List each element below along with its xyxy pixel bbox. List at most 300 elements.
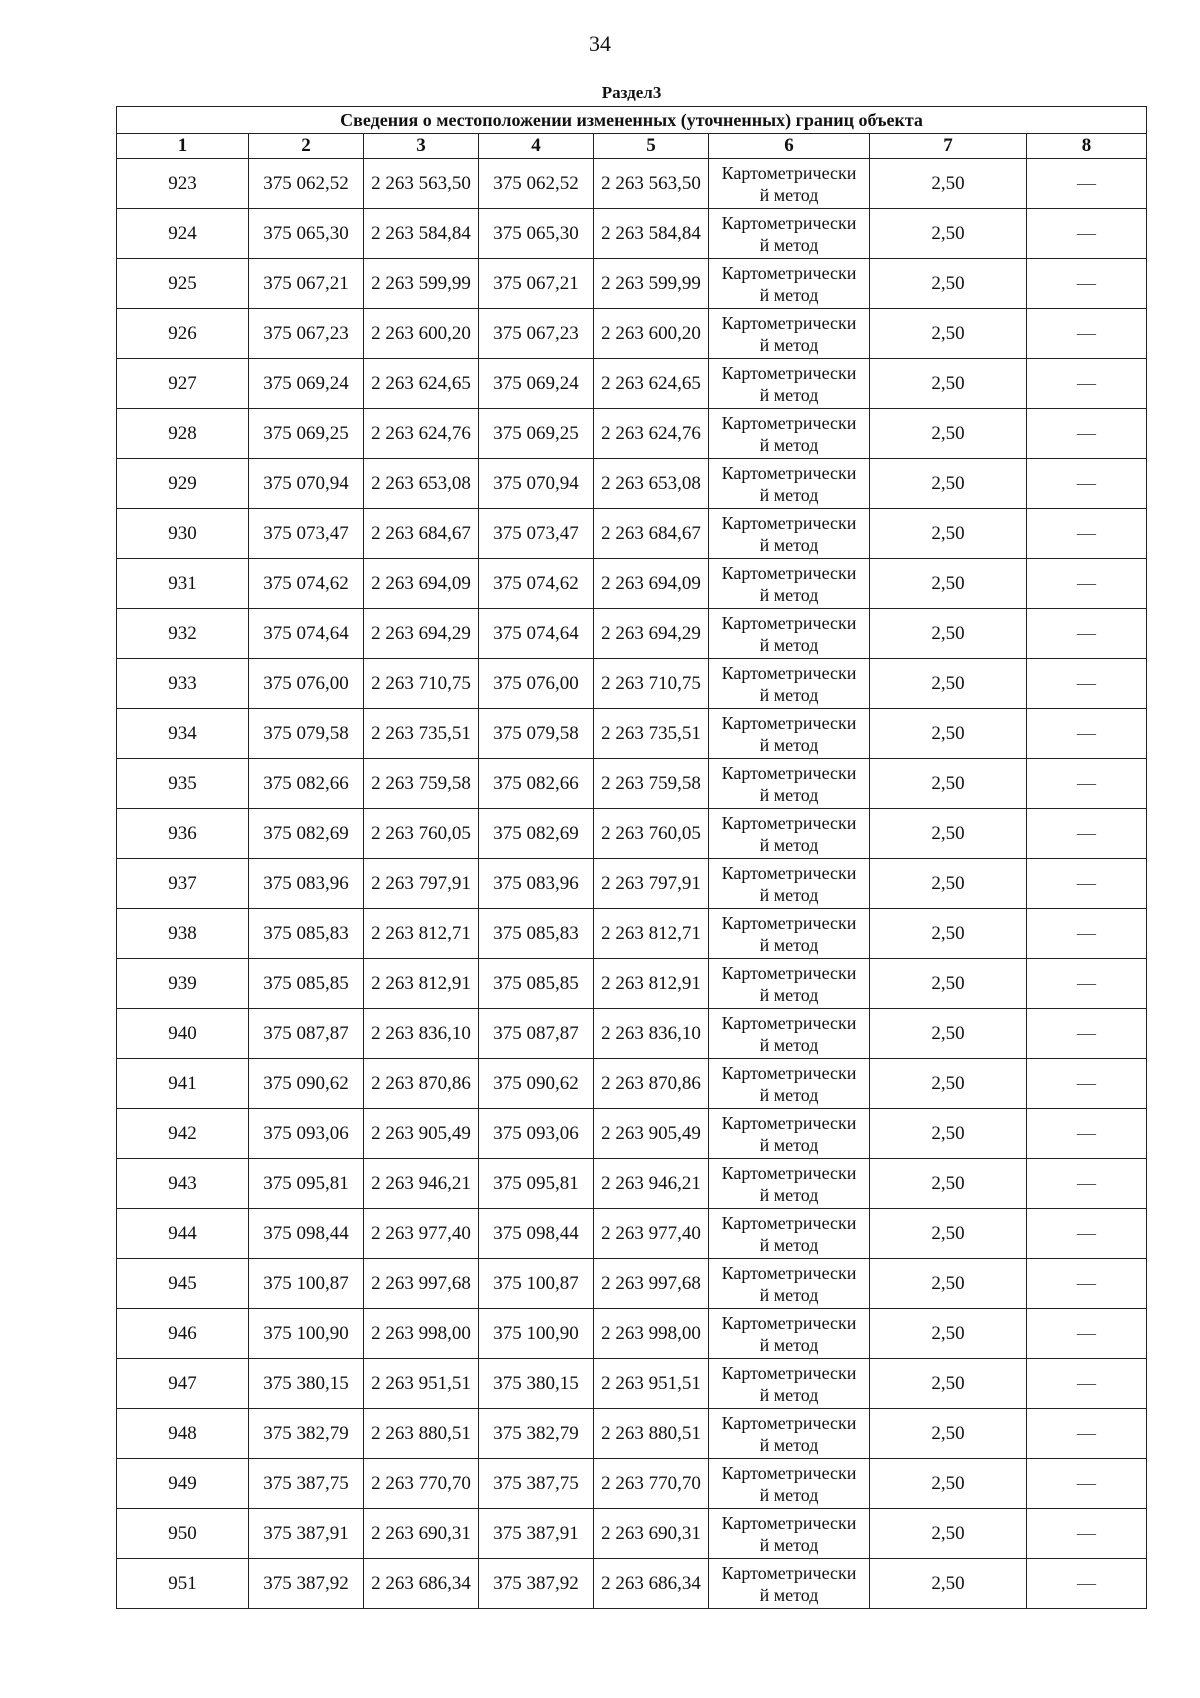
- existing-x-cell: 375 065,30: [249, 209, 364, 259]
- new-y-cell: 2 263 836,10: [594, 1009, 709, 1059]
- existing-x-cell: 375 085,85: [249, 959, 364, 1009]
- new-x-cell: 375 065,30: [479, 209, 594, 259]
- new-y-cell: 2 263 710,75: [594, 659, 709, 709]
- point-number-cell: 924: [117, 209, 249, 259]
- method-line-1: Картометрически: [721, 262, 857, 283]
- table-body: [117, 159, 1147, 1609]
- table-row: [117, 859, 1147, 909]
- existing-y-cell: 2 263 760,05: [364, 809, 479, 859]
- table-row: [117, 1509, 1147, 1559]
- method-cell: [709, 409, 870, 459]
- existing-x-cell: 375 067,23: [249, 309, 364, 359]
- column-number-row: [117, 134, 1147, 159]
- accuracy-cell: 2,50: [870, 659, 1027, 709]
- column-number-8: 8: [1027, 134, 1147, 159]
- method-line-2: й метод: [759, 1334, 819, 1355]
- method-cell: [709, 359, 870, 409]
- table-row: [117, 1259, 1147, 1309]
- accuracy-cell: 2,50: [870, 409, 1027, 459]
- table-row: [117, 459, 1147, 509]
- method-line-2: й метод: [759, 984, 819, 1005]
- existing-y-cell: 2 263 600,20: [364, 309, 479, 359]
- existing-x-cell: 375 382,79: [249, 1409, 364, 1459]
- existing-y-cell: 2 263 694,29: [364, 609, 479, 659]
- method-cell: [709, 1559, 870, 1609]
- empty-mark-cell: —: [1027, 409, 1147, 459]
- point-number-cell: 949: [117, 1459, 249, 1509]
- accuracy-cell: 2,50: [870, 559, 1027, 609]
- method-line-1: Картометрически: [721, 762, 857, 783]
- accuracy-cell: 2,50: [870, 259, 1027, 309]
- accuracy-cell: 2,50: [870, 1009, 1027, 1059]
- point-number-cell: 925: [117, 259, 249, 309]
- existing-x-cell: 375 380,15: [249, 1359, 364, 1409]
- empty-mark-cell: —: [1027, 259, 1147, 309]
- new-x-cell: 375 387,75: [479, 1459, 594, 1509]
- existing-x-cell: 375 074,64: [249, 609, 364, 659]
- method-line-1: Картометрически: [721, 362, 857, 383]
- table-row: [117, 1309, 1147, 1359]
- empty-mark-cell: —: [1027, 609, 1147, 659]
- point-number-cell: 941: [117, 1059, 249, 1109]
- new-y-cell: 2 263 759,58: [594, 759, 709, 809]
- table-row: [117, 509, 1147, 559]
- table-row: [117, 259, 1147, 309]
- existing-x-cell: 375 387,75: [249, 1459, 364, 1509]
- existing-y-cell: 2 263 624,76: [364, 409, 479, 459]
- section-heading: [117, 80, 1147, 107]
- section-label: Раздел3: [601, 83, 662, 102]
- method-line-1: Картометрически: [721, 1412, 857, 1433]
- table-row: [117, 759, 1147, 809]
- method-line-1: Картометрически: [721, 412, 857, 433]
- method-line-1: Картометрически: [721, 1512, 857, 1533]
- accuracy-cell: 2,50: [870, 959, 1027, 1009]
- existing-y-cell: 2 263 690,31: [364, 1509, 479, 1559]
- point-number-cell: 940: [117, 1009, 249, 1059]
- empty-mark-cell: —: [1027, 1109, 1147, 1159]
- point-number-cell: 927: [117, 359, 249, 409]
- existing-y-cell: 2 263 694,09: [364, 559, 479, 609]
- new-x-cell: 375 074,64: [479, 609, 594, 659]
- accuracy-cell: 2,50: [870, 1409, 1027, 1459]
- new-y-cell: 2 263 694,29: [594, 609, 709, 659]
- accuracy-cell: 2,50: [870, 709, 1027, 759]
- method-line-1: Картометрически: [721, 1562, 857, 1583]
- existing-y-cell: 2 263 997,68: [364, 1259, 479, 1309]
- accuracy-cell: 2,50: [870, 809, 1027, 859]
- method-cell: [709, 1459, 870, 1509]
- new-y-cell: 2 263 770,70: [594, 1459, 709, 1509]
- method-cell: [709, 1009, 870, 1059]
- table-row: [117, 659, 1147, 709]
- point-number-cell: 948: [117, 1409, 249, 1459]
- accuracy-cell: 2,50: [870, 1359, 1027, 1409]
- new-y-cell: 2 263 905,49: [594, 1109, 709, 1159]
- method-line-2: й метод: [759, 634, 819, 655]
- method-line-1: Картометрически: [721, 1062, 857, 1083]
- method-cell: [709, 1259, 870, 1309]
- method-line-1: Картометрически: [721, 712, 857, 733]
- method-cell: [709, 1409, 870, 1459]
- existing-y-cell: 2 263 998,00: [364, 1309, 479, 1359]
- method-cell: [709, 559, 870, 609]
- point-number-cell: 931: [117, 559, 249, 609]
- point-number-cell: 934: [117, 709, 249, 759]
- empty-mark-cell: —: [1027, 1459, 1147, 1509]
- table-title-row: [117, 107, 1147, 134]
- existing-x-cell: 375 082,69: [249, 809, 364, 859]
- table-row: [117, 959, 1147, 1009]
- new-x-cell: 375 090,62: [479, 1059, 594, 1109]
- existing-x-cell: 375 073,47: [249, 509, 364, 559]
- existing-y-cell: 2 263 584,84: [364, 209, 479, 259]
- existing-y-cell: 2 263 797,91: [364, 859, 479, 909]
- existing-y-cell: 2 263 653,08: [364, 459, 479, 509]
- method-line-2: й метод: [759, 884, 819, 905]
- point-number-cell: 946: [117, 1309, 249, 1359]
- new-y-cell: 2 263 624,76: [594, 409, 709, 459]
- empty-mark-cell: —: [1027, 859, 1147, 909]
- table-row: [117, 909, 1147, 959]
- empty-mark-cell: —: [1027, 1409, 1147, 1459]
- new-y-cell: 2 263 946,21: [594, 1159, 709, 1209]
- accuracy-cell: 2,50: [870, 1559, 1027, 1609]
- method-line-2: й метод: [759, 334, 819, 355]
- point-number-cell: 947: [117, 1359, 249, 1409]
- existing-x-cell: 375 387,92: [249, 1559, 364, 1609]
- empty-mark-cell: —: [1027, 1059, 1147, 1109]
- new-y-cell: 2 263 760,05: [594, 809, 709, 859]
- point-number-cell: 943: [117, 1159, 249, 1209]
- method-line-1: Картометрически: [721, 1312, 857, 1333]
- new-x-cell: 375 085,83: [479, 909, 594, 959]
- new-x-cell: 375 100,90: [479, 1309, 594, 1359]
- method-line-2: й метод: [759, 1484, 819, 1505]
- method-line-2: й метод: [759, 484, 819, 505]
- method-line-1: Картометрически: [721, 1362, 857, 1383]
- accuracy-cell: 2,50: [870, 459, 1027, 509]
- new-y-cell: 2 263 998,00: [594, 1309, 709, 1359]
- method-line-1: Картометрически: [721, 1162, 857, 1183]
- method-cell: [709, 459, 870, 509]
- method-line-2: й метод: [759, 1184, 819, 1205]
- method-line-2: й метод: [759, 434, 819, 455]
- method-line-1: Картометрически: [721, 862, 857, 883]
- new-y-cell: 2 263 686,34: [594, 1559, 709, 1609]
- method-cell: [709, 859, 870, 909]
- method-cell: [709, 709, 870, 759]
- table-row: [117, 1009, 1147, 1059]
- table-row: [117, 209, 1147, 259]
- method-cell: [709, 509, 870, 559]
- new-x-cell: 375 380,15: [479, 1359, 594, 1409]
- empty-mark-cell: —: [1027, 1309, 1147, 1359]
- new-y-cell: 2 263 812,71: [594, 909, 709, 959]
- new-y-cell: 2 263 951,51: [594, 1359, 709, 1409]
- new-x-cell: 375 067,23: [479, 309, 594, 359]
- table-row: [117, 1209, 1147, 1259]
- existing-x-cell: 375 093,06: [249, 1109, 364, 1159]
- existing-y-cell: 2 263 770,70: [364, 1459, 479, 1509]
- point-number-cell: 937: [117, 859, 249, 909]
- new-x-cell: 375 095,81: [479, 1159, 594, 1209]
- existing-x-cell: 375 098,44: [249, 1209, 364, 1259]
- empty-mark-cell: —: [1027, 309, 1147, 359]
- new-y-cell: 2 263 624,65: [594, 359, 709, 409]
- existing-x-cell: 375 387,91: [249, 1509, 364, 1559]
- new-y-cell: 2 263 812,91: [594, 959, 709, 1009]
- accuracy-cell: 2,50: [870, 759, 1027, 809]
- section-row: [117, 80, 1147, 107]
- method-cell: [709, 1509, 870, 1559]
- method-line-2: й метод: [759, 1284, 819, 1305]
- method-line-2: й метод: [759, 284, 819, 305]
- method-cell: [709, 1359, 870, 1409]
- empty-mark-cell: —: [1027, 359, 1147, 409]
- method-cell: [709, 759, 870, 809]
- method-cell: [709, 909, 870, 959]
- method-cell: [709, 209, 870, 259]
- empty-mark-cell: —: [1027, 1509, 1147, 1559]
- existing-y-cell: 2 263 870,86: [364, 1059, 479, 1109]
- new-x-cell: 375 070,94: [479, 459, 594, 509]
- method-line-1: Картометрически: [721, 912, 857, 933]
- new-x-cell: 375 083,96: [479, 859, 594, 909]
- existing-y-cell: 2 263 624,65: [364, 359, 479, 409]
- table-row: [117, 1109, 1147, 1159]
- point-number-cell: 938: [117, 909, 249, 959]
- point-number-cell: 950: [117, 1509, 249, 1559]
- method-line-2: й метод: [759, 1084, 819, 1105]
- point-number-cell: 929: [117, 459, 249, 509]
- existing-y-cell: 2 263 759,58: [364, 759, 479, 809]
- existing-y-cell: 2 263 735,51: [364, 709, 479, 759]
- new-y-cell: 2 263 735,51: [594, 709, 709, 759]
- accuracy-cell: 2,50: [870, 1059, 1027, 1109]
- method-cell: [709, 159, 870, 209]
- method-line-1: Картометрически: [721, 312, 857, 333]
- method-line-1: Картометрически: [721, 212, 857, 233]
- empty-mark-cell: —: [1027, 959, 1147, 1009]
- accuracy-cell: 2,50: [870, 509, 1027, 559]
- column-number-6: 6: [709, 134, 870, 159]
- point-number-cell: 930: [117, 509, 249, 559]
- column-number-7: 7: [870, 134, 1027, 159]
- method-line-2: й метод: [759, 1384, 819, 1405]
- empty-mark-cell: —: [1027, 509, 1147, 559]
- new-y-cell: 2 263 690,31: [594, 1509, 709, 1559]
- existing-y-cell: 2 263 880,51: [364, 1409, 479, 1459]
- method-line-1: Картометрически: [721, 1462, 857, 1483]
- accuracy-cell: 2,50: [870, 1309, 1027, 1359]
- existing-y-cell: 2 263 836,10: [364, 1009, 479, 1059]
- new-y-cell: 2 263 599,99: [594, 259, 709, 309]
- method-cell: [709, 609, 870, 659]
- existing-x-cell: 375 079,58: [249, 709, 364, 759]
- accuracy-cell: 2,50: [870, 309, 1027, 359]
- method-line-1: Картометрически: [721, 962, 857, 983]
- new-y-cell: 2 263 684,67: [594, 509, 709, 559]
- method-line-2: й метод: [759, 584, 819, 605]
- column-number-1: 1: [117, 134, 249, 159]
- point-number-cell: 942: [117, 1109, 249, 1159]
- point-number-cell: 939: [117, 959, 249, 1009]
- point-number-cell: 945: [117, 1259, 249, 1309]
- accuracy-cell: 2,50: [870, 1159, 1027, 1209]
- new-y-cell: 2 263 977,40: [594, 1209, 709, 1259]
- method-line-2: й метод: [759, 184, 819, 205]
- empty-mark-cell: —: [1027, 459, 1147, 509]
- accuracy-cell: 2,50: [870, 359, 1027, 409]
- new-x-cell: 375 085,85: [479, 959, 594, 1009]
- new-x-cell: 375 074,62: [479, 559, 594, 609]
- new-y-cell: 2 263 880,51: [594, 1409, 709, 1459]
- method-line-1: Картометрически: [721, 562, 857, 583]
- method-line-1: Картометрически: [721, 812, 857, 833]
- new-x-cell: 375 079,58: [479, 709, 594, 759]
- table-row: [117, 809, 1147, 859]
- method-line-2: й метод: [759, 1434, 819, 1455]
- existing-y-cell: 2 263 812,71: [364, 909, 479, 959]
- empty-mark-cell: —: [1027, 559, 1147, 609]
- method-cell: [709, 809, 870, 859]
- existing-y-cell: 2 263 951,51: [364, 1359, 479, 1409]
- new-y-cell: 2 263 797,91: [594, 859, 709, 909]
- existing-x-cell: 375 074,62: [249, 559, 364, 609]
- method-line-2: й метод: [759, 1134, 819, 1155]
- new-x-cell: 375 069,25: [479, 409, 594, 459]
- existing-x-cell: 375 090,62: [249, 1059, 364, 1109]
- existing-x-cell: 375 087,87: [249, 1009, 364, 1059]
- method-line-1: Картометрически: [721, 512, 857, 533]
- point-number-cell: 935: [117, 759, 249, 809]
- method-line-1: Картометрически: [721, 612, 857, 633]
- point-number-cell: 926: [117, 309, 249, 359]
- empty-mark-cell: —: [1027, 659, 1147, 709]
- existing-y-cell: 2 263 684,67: [364, 509, 479, 559]
- empty-mark-cell: —: [1027, 709, 1147, 759]
- method-line-2: й метод: [759, 1534, 819, 1555]
- point-number-cell: 936: [117, 809, 249, 859]
- existing-x-cell: 375 100,87: [249, 1259, 364, 1309]
- existing-x-cell: 375 076,00: [249, 659, 364, 709]
- existing-x-cell: 375 100,90: [249, 1309, 364, 1359]
- point-number-cell: 944: [117, 1209, 249, 1259]
- method-line-2: й метод: [759, 834, 819, 855]
- existing-x-cell: 375 067,21: [249, 259, 364, 309]
- method-line-2: й метод: [759, 734, 819, 755]
- method-cell: [709, 659, 870, 709]
- method-line-2: й метод: [759, 784, 819, 805]
- accuracy-cell: 2,50: [870, 209, 1027, 259]
- new-x-cell: 375 382,79: [479, 1409, 594, 1459]
- method-cell: [709, 1109, 870, 1159]
- empty-mark-cell: —: [1027, 1259, 1147, 1309]
- boundary-coordinates-table: [116, 80, 1147, 1609]
- method-cell: [709, 959, 870, 1009]
- new-x-cell: 375 387,91: [479, 1509, 594, 1559]
- existing-x-cell: 375 082,66: [249, 759, 364, 809]
- table-row: [117, 409, 1147, 459]
- existing-x-cell: 375 069,24: [249, 359, 364, 409]
- new-x-cell: 375 100,87: [479, 1259, 594, 1309]
- method-line-1: Картометрически: [721, 1212, 857, 1233]
- empty-mark-cell: —: [1027, 209, 1147, 259]
- method-cell: [709, 1159, 870, 1209]
- method-line-1: Картометрически: [721, 662, 857, 683]
- empty-mark-cell: —: [1027, 909, 1147, 959]
- method-cell: [709, 1309, 870, 1359]
- new-x-cell: 375 062,52: [479, 159, 594, 209]
- method-cell: [709, 1209, 870, 1259]
- new-x-cell: 375 076,00: [479, 659, 594, 709]
- method-line-2: й метод: [759, 234, 819, 255]
- method-line-2: й метод: [759, 1584, 819, 1605]
- empty-mark-cell: —: [1027, 1209, 1147, 1259]
- method-line-1: Картометрически: [721, 462, 857, 483]
- point-number-cell: 932: [117, 609, 249, 659]
- point-number-cell: 928: [117, 409, 249, 459]
- existing-y-cell: 2 263 946,21: [364, 1159, 479, 1209]
- method-line-1: Картометрически: [721, 1262, 857, 1283]
- new-x-cell: 375 073,47: [479, 509, 594, 559]
- new-y-cell: 2 263 694,09: [594, 559, 709, 609]
- accuracy-cell: 2,50: [870, 1109, 1027, 1159]
- method-cell: [709, 259, 870, 309]
- column-number-5: 5: [594, 134, 709, 159]
- table-row: [117, 359, 1147, 409]
- method-line-2: й метод: [759, 1034, 819, 1055]
- method-cell: [709, 1059, 870, 1109]
- table-row: [117, 1409, 1147, 1459]
- existing-y-cell: 2 263 905,49: [364, 1109, 479, 1159]
- existing-y-cell: 2 263 977,40: [364, 1209, 479, 1259]
- existing-y-cell: 2 263 563,50: [364, 159, 479, 209]
- column-number-4: 4: [479, 134, 594, 159]
- table-row: [117, 159, 1147, 209]
- empty-mark-cell: —: [1027, 1009, 1147, 1059]
- page-number: 34: [589, 31, 611, 56]
- new-x-cell: 375 098,44: [479, 1209, 594, 1259]
- existing-x-cell: 375 085,83: [249, 909, 364, 959]
- new-x-cell: 375 082,66: [479, 759, 594, 809]
- method-line-2: й метод: [759, 934, 819, 955]
- accuracy-cell: 2,50: [870, 1459, 1027, 1509]
- method-line-2: й метод: [759, 534, 819, 555]
- existing-y-cell: 2 263 812,91: [364, 959, 479, 1009]
- accuracy-cell: 2,50: [870, 1509, 1027, 1559]
- column-number-3: 3: [364, 134, 479, 159]
- accuracy-cell: 2,50: [870, 159, 1027, 209]
- new-y-cell: 2 263 870,86: [594, 1059, 709, 1109]
- table-row: [117, 609, 1147, 659]
- existing-y-cell: 2 263 710,75: [364, 659, 479, 709]
- new-y-cell: 2 263 563,50: [594, 159, 709, 209]
- empty-mark-cell: —: [1027, 1359, 1147, 1409]
- accuracy-cell: 2,50: [870, 909, 1027, 959]
- new-x-cell: 375 387,92: [479, 1559, 594, 1609]
- existing-x-cell: 375 095,81: [249, 1159, 364, 1209]
- empty-mark-cell: —: [1027, 809, 1147, 859]
- existing-y-cell: 2 263 599,99: [364, 259, 479, 309]
- accuracy-cell: 2,50: [870, 609, 1027, 659]
- method-line-2: й метод: [759, 1234, 819, 1255]
- existing-x-cell: 375 069,25: [249, 409, 364, 459]
- new-x-cell: 375 067,21: [479, 259, 594, 309]
- new-y-cell: 2 263 600,20: [594, 309, 709, 359]
- method-line-1: Картометрически: [721, 1012, 857, 1033]
